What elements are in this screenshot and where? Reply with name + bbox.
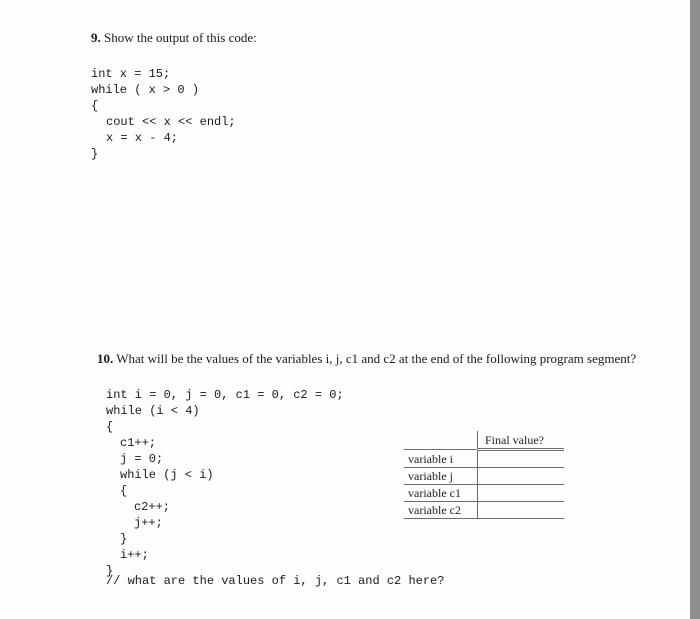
q9-code-line-6: } [91, 147, 99, 161]
table-row-label: variable j [404, 468, 478, 485]
q10-code-line-2: while (i < 4) [106, 404, 200, 418]
table-answer-cell[interactable] [478, 502, 565, 519]
question-9-number: 9. [91, 30, 101, 45]
q10-code-line-1: int i = 0, j = 0, c1 = 0, c2 = 0; [106, 388, 344, 402]
question-10-text: What will be the values of the variables i, j, c1 and c2 at the end of the following program segment? [116, 351, 637, 366]
q10-code-line-7: { [120, 484, 128, 498]
q10-code-line-12: } [106, 564, 114, 578]
table-row [404, 468, 564, 485]
q10-code-line-11: i++; [120, 548, 149, 562]
table-header-final-value: Final value? [478, 431, 565, 450]
table-row [404, 502, 564, 519]
q9-code-line-5: x = x - 4; [106, 131, 179, 145]
question-9-text: Show the output of this code: [104, 30, 257, 45]
final-value-table [404, 431, 564, 519]
table-header-row [404, 431, 564, 450]
table-row-label: variable c1 [404, 485, 478, 502]
q10-code-line-3: { [106, 420, 114, 434]
q9-code-line-1: int x = 15; [91, 67, 171, 81]
q9-code-line-2: while ( x > 0 ) [91, 83, 200, 97]
q9-code-line-4: cout << x << endl; [106, 115, 236, 129]
table-row-label: variable c2 [404, 502, 478, 519]
table-row-label: variable i [404, 450, 478, 468]
table-row [404, 450, 564, 468]
q10-code-line-4: c1++; [120, 436, 157, 450]
table-row [404, 485, 564, 502]
q10-code-line-10: } [120, 532, 128, 546]
question-10-number: 10. [97, 351, 114, 366]
q10-code-line-6: while (j < i) [120, 468, 214, 482]
question-10-prompt [97, 350, 642, 367]
q10-code-line-5: j = 0; [120, 452, 164, 466]
q10-code-line-9: j++; [134, 516, 163, 530]
q10-code-line-13: // what are the values of i, j, c1 and c2 here? [106, 574, 445, 588]
question-9-prompt [91, 29, 257, 46]
table-header-empty-cell [404, 431, 478, 450]
q9-code-line-3: { [91, 99, 99, 113]
table-answer-cell[interactable] [478, 450, 565, 468]
table-answer-cell[interactable] [478, 485, 565, 502]
q10-code-line-8: c2++; [134, 500, 171, 514]
table-answer-cell[interactable] [478, 468, 565, 485]
